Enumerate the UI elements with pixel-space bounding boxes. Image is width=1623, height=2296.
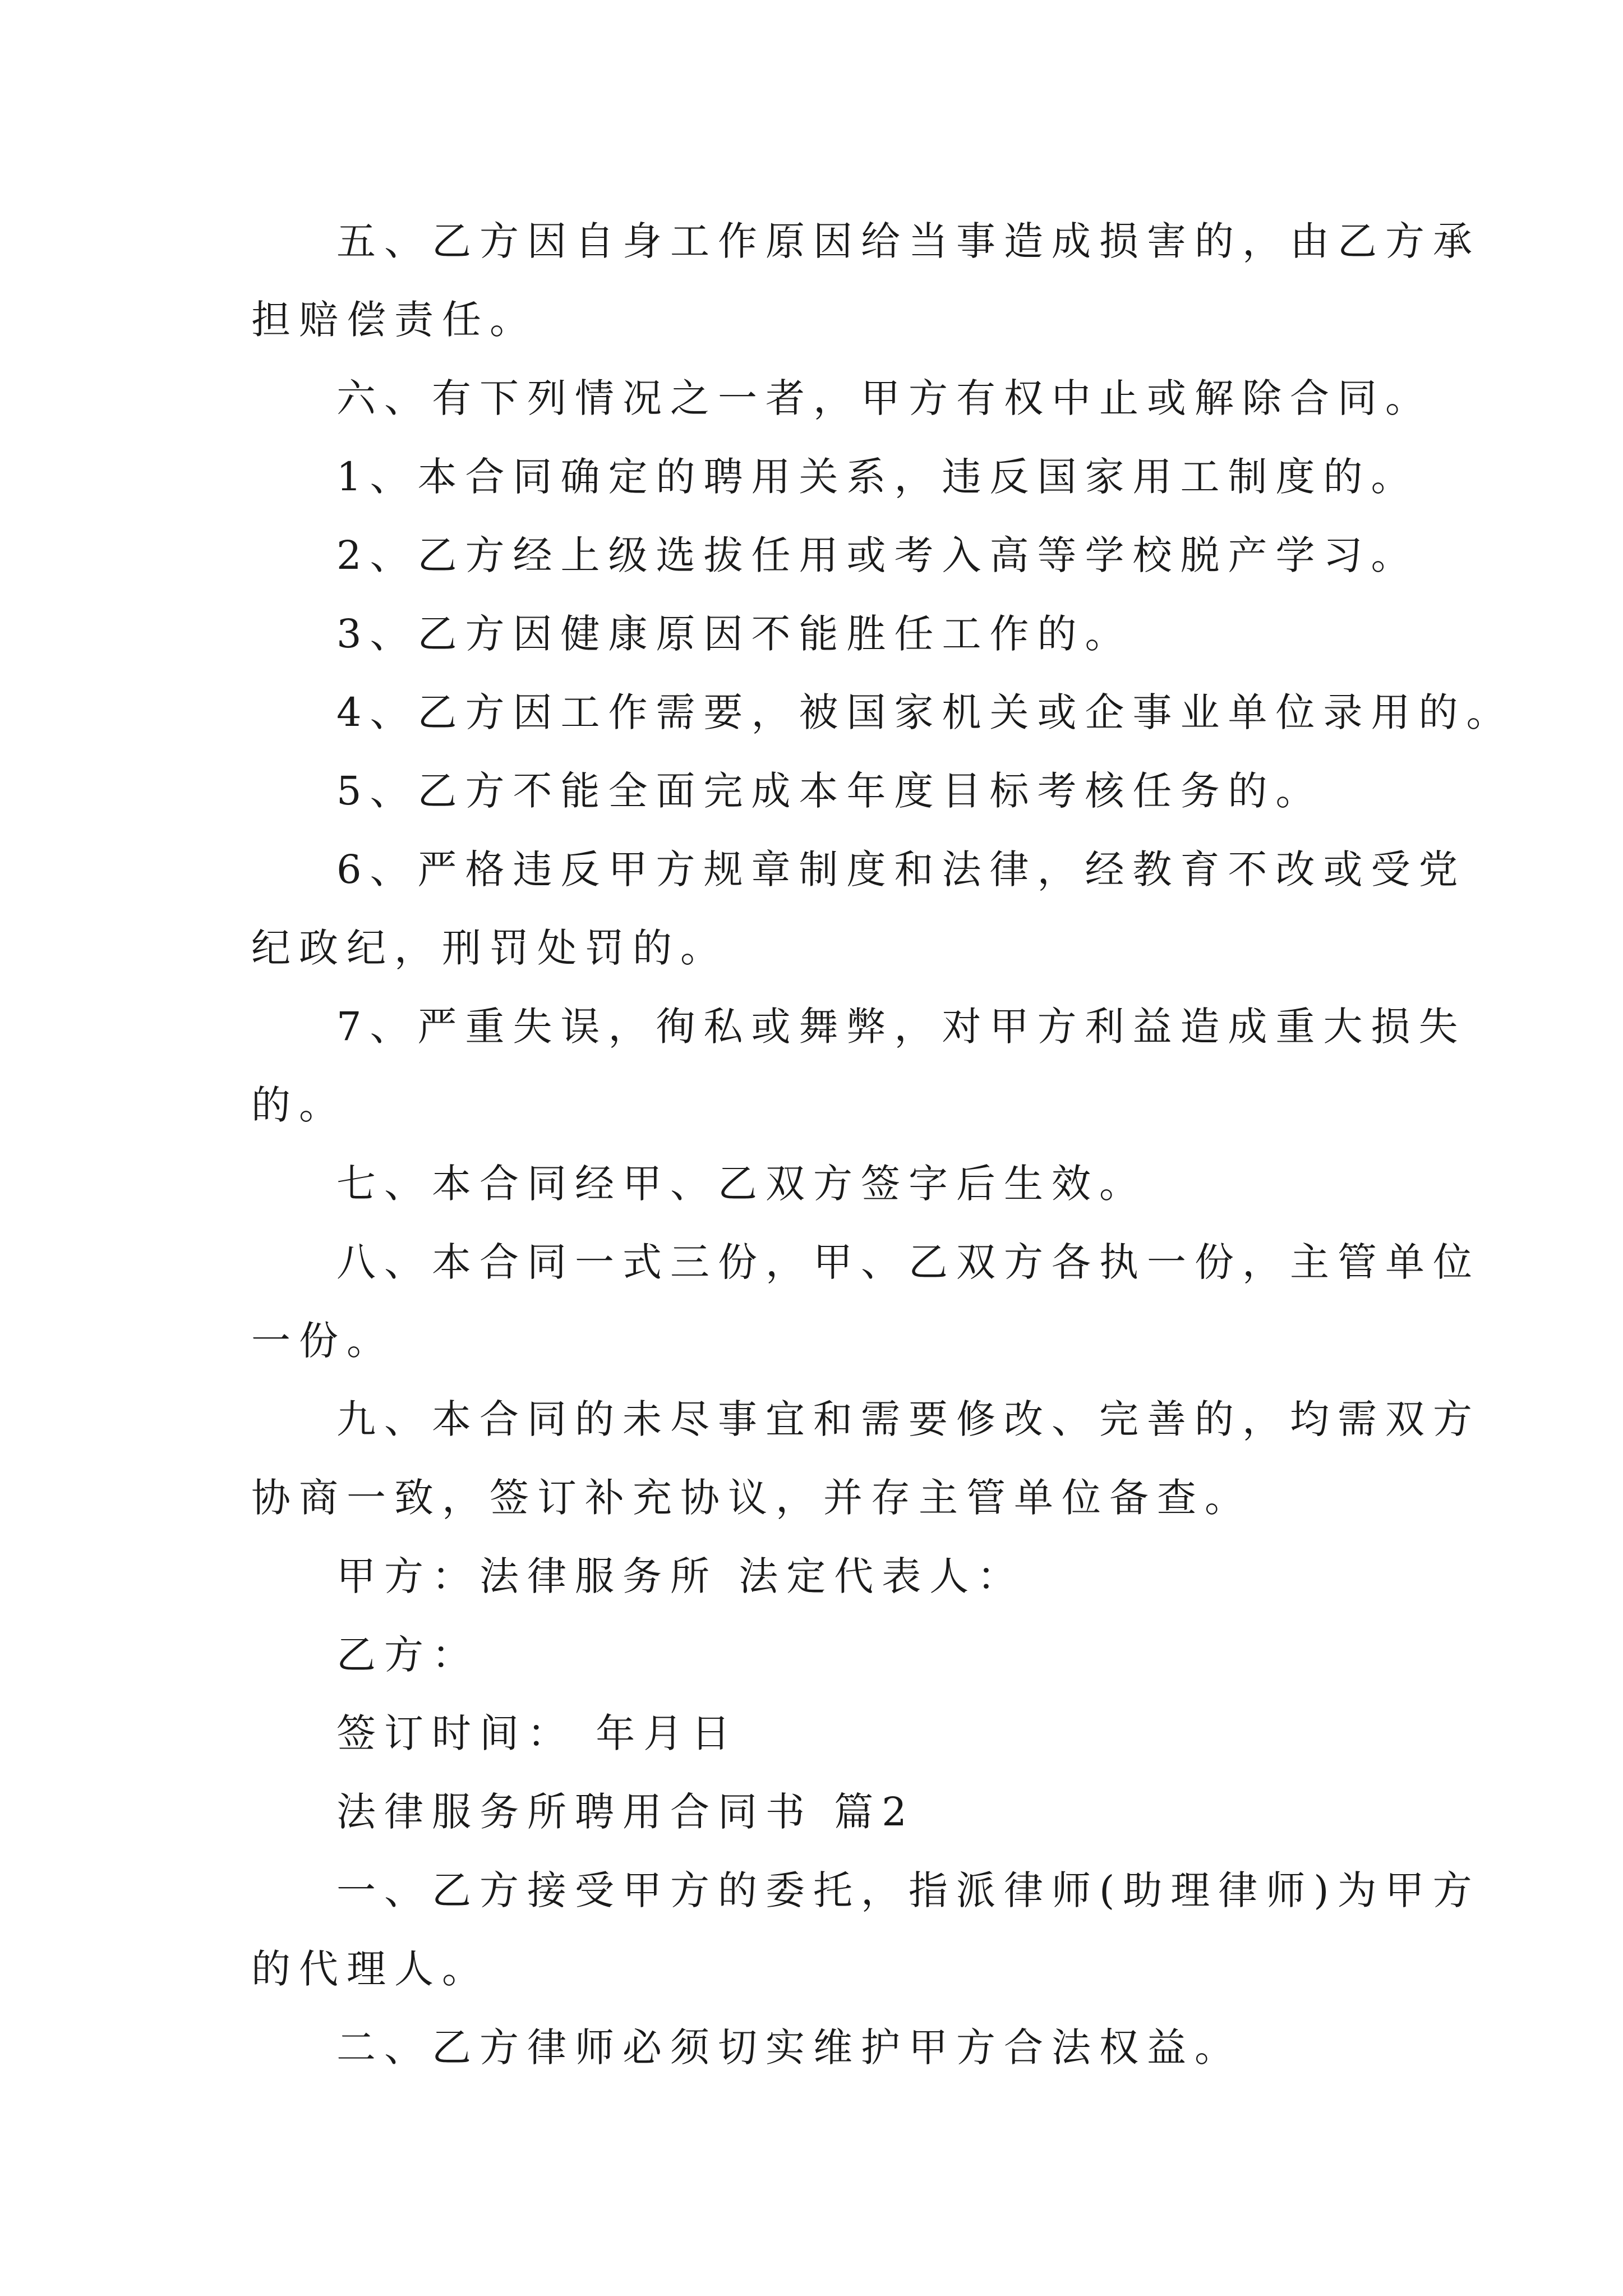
- list-item-2: 2、乙方经上级选拔任用或考入高等学校脱产学习。: [336, 532, 1419, 578]
- list-item-5: 5、乙方不能全面完成本年度目标考核任务的。: [336, 768, 1324, 814]
- section-title-part-2: 法律服务所聘用合同书 篇2: [336, 1789, 915, 1835]
- signing-date-line: 签订时间： 年月日: [336, 1710, 739, 1756]
- paragraph-8-line-1: 八、本合同一式三份，甲、乙双方各执一份，主管单位: [336, 1239, 1481, 1285]
- part-2-clause-1-line-1: 一、乙方接受甲方的委托，指派律师(助理律师)为甲方: [336, 1867, 1481, 1913]
- party-b-signature-line: 乙方：: [336, 1632, 479, 1678]
- paragraph-5-line-1: 五、乙方因自身工作原因给当事造成损害的，由乙方承: [336, 218, 1481, 264]
- list-item-4: 4、乙方因工作需要，被国家机关或企事业单位录用的。: [336, 689, 1514, 735]
- list-item-7-line-1: 7、严重失误，徇私或舞弊，对甲方利益造成重大损失: [336, 1004, 1467, 1050]
- part-2-clause-2: 二、乙方律师必须切实维护甲方合法权益。: [336, 2024, 1242, 2070]
- part-2-clause-1-line-2: 的代理人。: [251, 1946, 490, 1992]
- paragraph-6: 六、有下列情况之一者，甲方有权中止或解除合同。: [336, 375, 1433, 421]
- paragraph-9-line-1: 九、本合同的未尽事宜和需要修改、完善的，均需双方: [336, 1396, 1481, 1442]
- list-item-1: 1、本合同确定的聘用关系，违反国家用工制度的。: [336, 454, 1419, 500]
- list-item-7-line-2: 的。: [251, 1082, 347, 1128]
- paragraph-9-line-2: 协商一致，签订补充协议，并存主管单位备查。: [251, 1475, 1252, 1521]
- list-item-6-line-1: 6、严格违反甲方规章制度和法律，经教育不改或受党: [336, 846, 1467, 892]
- list-item-6-line-2: 纪政纪，刑罚处罚的。: [251, 925, 728, 971]
- list-item-3: 3、乙方因健康原因不能胜任工作的。: [336, 611, 1133, 657]
- party-a-signature-line: 甲方：法律服务所 法定代表人：: [336, 1553, 1025, 1599]
- paragraph-8-line-2: 一份。: [251, 1318, 394, 1364]
- paragraph-5-line-2: 担赔偿责任。: [251, 297, 537, 343]
- paragraph-7: 七、本合同经甲、乙双方签字后生效。: [336, 1161, 1147, 1207]
